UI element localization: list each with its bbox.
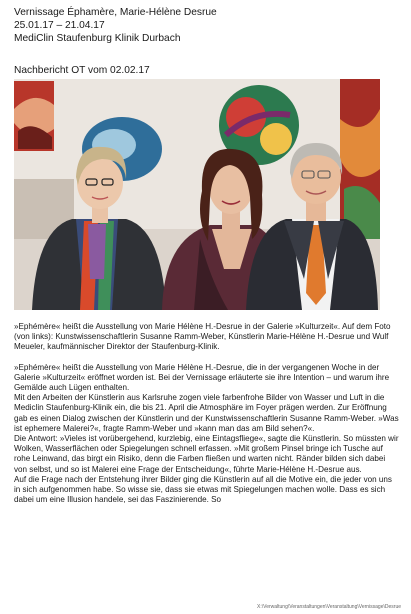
article-paragraph: Mit den Arbeiten der Künstlerin aus Karlsruhe zogen viele farbenfrohe Bilder von Wasser und Luft in die Mediclin Staufenburg-Klinik ein, die bis 21. April die Atmosphäre im Foyer prägen werden. Zur Eröffnung gab es einen Dialog zwischen der Künstlerin und der Kunstwissenschaftlerin Susanne Ramm-Weber. »Was ist ephemere Malerei?«, fragte Ramm-Weber und »kann man das am Bild sehen?«. — [14, 393, 399, 433]
photo-caption: »Ephémère« heißt die Ausstellung von Marie Hélène H.-Desrue in der Galerie »Kulturzeit«. Auf dem Foto (von links): Kunstwissenschaftlerin Susanne Ramm-Weber, Künstlerin Marie-Hélène H.-Desrue und Wulf Meueler, kaufmännischer Direktor der Staufenburg-Klinik. — [14, 322, 391, 352]
file-path-footer: X:\Verwaltung\Veranstaltungen\Veranstaltung\Vernissage\Desrue — [257, 604, 401, 610]
left-painting — [14, 81, 54, 151]
article-paragraph: »Ephémère« heißt die Ausstellung von Marie Hélène H.-Desrue, die in der vergangenen Woche in der Galerie »Kulturzeit« eröffnet worden ist. Bei der Vernissage erläuterte sie ihre Intention – und warum ihre Gemälde auch Lügen enthalten. — [14, 362, 390, 393]
article-paragraph: Die Antwort: »Vieles ist vorübergehend, kurzlebig, eine Eintagsfliege«, sagte die Künstlerin. So müssten wir Wolken, Wasserflächen oder Spiegelungen schnell erfassen. »Mit großem Pinsel bringe ich Tusche auf rohe Leinwand, das birgt ein Risiko, denn die Farben fließen und warten nicht. Ränder bilden sich dabei von selbst, und so ist Malerei eine Frage der Entscheidung«, führte Marie-Hélène H.-Desrue aus. — [14, 434, 399, 474]
report-source: Nachbericht OT vom 02.02.17 — [14, 65, 150, 76]
event-photo — [14, 79, 380, 310]
exhibition-title: Vernissage Éphamère, Marie-Hélène Desrue — [14, 7, 217, 18]
article-paragraph: Auf die Frage nach der Entstehung ihrer Bilder ging die Künstlerin auf all die Motive ein, die jeder von uns in sich aufgenommen habe. So wisse sie, dass sie etwas mit Spiegelungen machen wolle. Dass es sich dabei um eine Illusion handele, sei das Faszinierende. So — [14, 474, 392, 505]
article-body — [14, 322, 400, 505]
right-painting — [340, 79, 380, 239]
document-header — [14, 6, 399, 45]
exhibition-dates: 25.01.17 – 21.04.17 — [14, 20, 105, 31]
exhibition-location: MediClin Staufenburg Klinik Durbach — [14, 33, 181, 44]
